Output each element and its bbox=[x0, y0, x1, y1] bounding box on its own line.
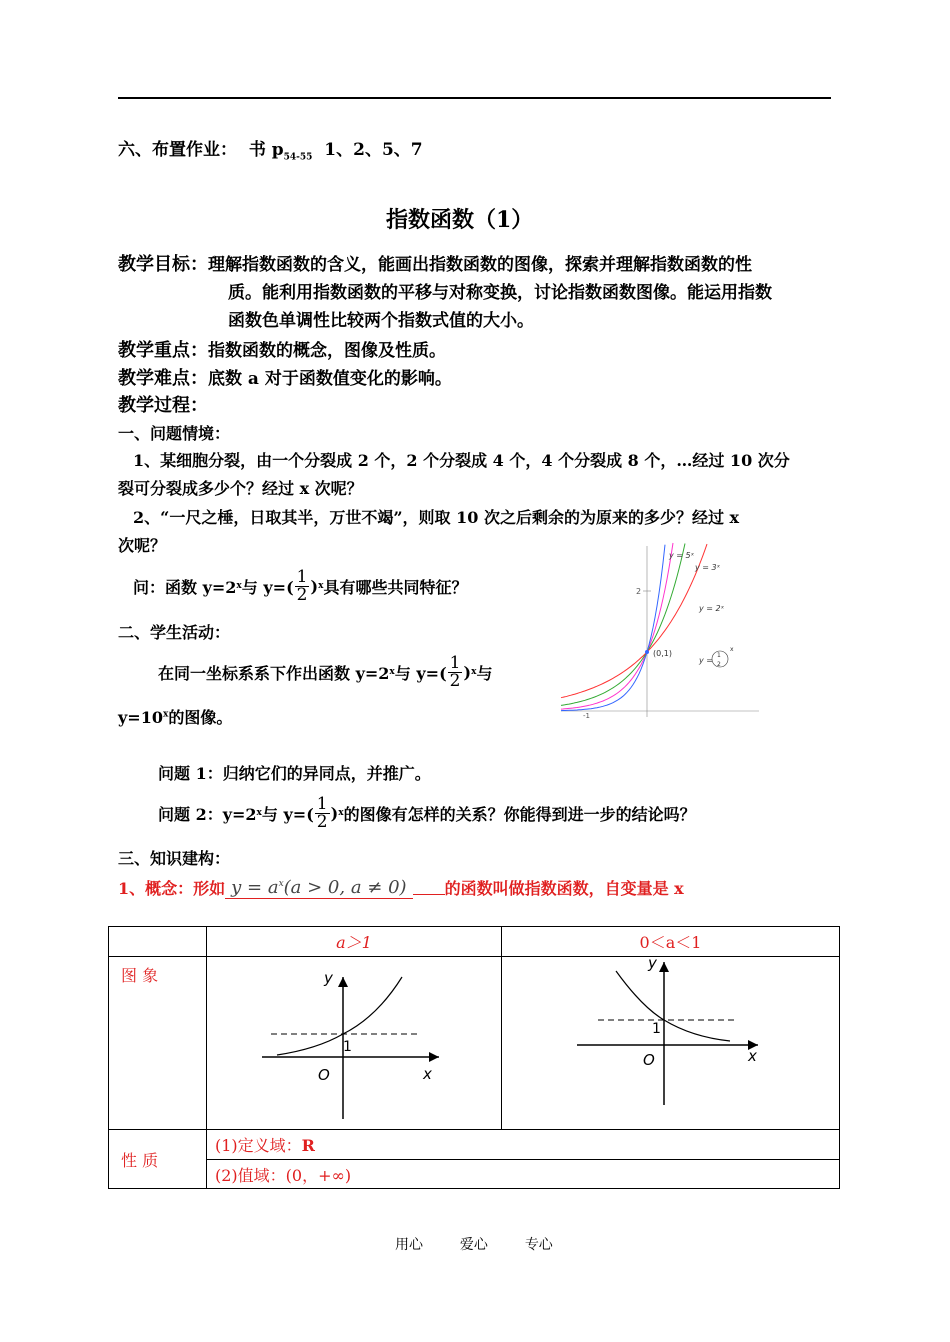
problem2 bbox=[158, 789, 696, 837]
exp-x: x bbox=[389, 667, 395, 677]
objectives-text-1: 理解指数函数的含义，能画出指数函数的图像，探索并理解指数函数的性 bbox=[208, 255, 752, 275]
arrow-y-increasing bbox=[338, 977, 348, 987]
half-fraction bbox=[315, 793, 330, 832]
activity-line2 bbox=[118, 705, 232, 728]
label-5x: y = 5ˣ bbox=[669, 551, 695, 560]
activity2-text-b: 的图像。 bbox=[168, 708, 233, 727]
exp-x: x bbox=[236, 581, 242, 591]
homework-items: 1、2、5、7 bbox=[324, 140, 423, 160]
homework-line bbox=[118, 135, 423, 162]
objectives-line3: 函数色单调性比较两个指数式值的大小。 bbox=[228, 311, 534, 331]
label-x-decreasing: x bbox=[748, 1047, 757, 1065]
graph-decreasing bbox=[502, 957, 838, 1125]
problem1: 问题 1：归纳它们的异同点，并推广。 bbox=[158, 764, 431, 783]
question1-line2: 裂可分裂成多少个？经过 x 次呢？ bbox=[118, 479, 363, 498]
concept-formula bbox=[225, 877, 412, 899]
header-a-lt-1 bbox=[502, 927, 840, 957]
exponential-graph bbox=[559, 541, 763, 719]
question2-line2: 次呢？ bbox=[118, 536, 167, 555]
graph-tick-m1-label: -1 bbox=[583, 712, 590, 719]
ask-text-c: ) bbox=[310, 576, 319, 596]
activity-text-a: 在同一坐标系系下作出函数 y=2 bbox=[158, 663, 390, 683]
label-o-increasing: O bbox=[318, 1066, 330, 1084]
question2-line1: 2、“一尺之棰，日取其半，万世不竭”，则取 10 次之后剩余的为原来的多少？经过 x bbox=[133, 508, 740, 527]
header-rule bbox=[118, 97, 831, 99]
graph-decreasing-cell bbox=[502, 957, 840, 1130]
activity-text-c: ) bbox=[463, 662, 472, 682]
key-points bbox=[118, 336, 446, 362]
curve-decreasing bbox=[616, 971, 730, 1041]
table-corner bbox=[109, 927, 207, 957]
difficulties bbox=[118, 364, 452, 390]
activity2-text-a: y=10 bbox=[118, 708, 163, 727]
properties-table bbox=[108, 926, 840, 1189]
objectives-label: 教学目标： bbox=[118, 254, 208, 275]
ask-text-d: 具有哪些共同特征？ bbox=[323, 577, 468, 597]
exp-x: x bbox=[278, 878, 284, 889]
row-label-props-text: 性 质 bbox=[121, 1150, 159, 1170]
section1-heading: 一、问题情境： bbox=[118, 424, 231, 443]
difficulties-label: 教学难点： bbox=[118, 368, 208, 389]
table-graph-row bbox=[109, 957, 840, 1130]
exp-x: x bbox=[162, 709, 169, 720]
activity-text-b: 与 y=( bbox=[394, 663, 447, 683]
header-a-gt-1-text: a＞1 bbox=[336, 933, 372, 952]
ask-text-a: 问：函数 y=2 bbox=[133, 577, 237, 597]
prop-domain-value: R bbox=[301, 1136, 315, 1155]
fraction-denominator: 2 bbox=[449, 670, 461, 691]
section2-heading: 二、学生活动： bbox=[118, 623, 231, 642]
label-x-increasing: x bbox=[423, 1065, 432, 1083]
homework-label: 六、布置作业： bbox=[118, 140, 237, 160]
exp-x: x bbox=[338, 808, 344, 818]
half-num-small: 1 bbox=[717, 652, 721, 659]
problem2-text-d: 的图像有怎样的关系？你能得到进一步的结论吗？ bbox=[343, 804, 696, 824]
concept-formula-main: y = a bbox=[231, 876, 279, 898]
graph-increasing bbox=[207, 957, 501, 1125]
activity-line bbox=[158, 648, 492, 696]
process-label: 教学过程： bbox=[118, 395, 208, 416]
ask-line bbox=[133, 562, 467, 610]
arrow-y-decreasing bbox=[659, 962, 669, 972]
row-label-graph bbox=[109, 957, 207, 1130]
fraction-numerator: 1 bbox=[449, 652, 461, 673]
fraction-denominator: 2 bbox=[316, 811, 328, 832]
page-title: 指数函数（1） bbox=[386, 207, 534, 233]
question1-line1: 1、某细胞分裂，由一个分裂成 2 个，2 个分裂成 4 个，4 个分裂成 8 个，…经过 10 次分 bbox=[133, 451, 790, 470]
prop-range-text: (2)值域：(0，+∞) bbox=[215, 1165, 352, 1185]
arrow-x-increasing bbox=[429, 1052, 439, 1062]
header-a-gt-1 bbox=[207, 927, 502, 957]
difficulties-text: 底数 a 对于函数值变化的影响。 bbox=[208, 369, 452, 389]
footer-word-2: 爱心 bbox=[459, 1237, 488, 1253]
exp-x: x bbox=[318, 581, 324, 591]
label-3x: y = 3ˣ bbox=[695, 563, 721, 572]
ask-text-b: 与 y=( bbox=[241, 577, 294, 597]
section3-heading: 三、知识建构： bbox=[118, 849, 231, 868]
footer bbox=[395, 1234, 553, 1254]
label-1-increasing: 1 bbox=[343, 1039, 352, 1055]
key-points-text: 指数函数的概念，图像及性质。 bbox=[208, 341, 446, 361]
concept-text-b: 的函数叫做指数函数，自变量是 x bbox=[444, 879, 684, 898]
footer-word-1: 用心 bbox=[395, 1237, 423, 1253]
prop-range bbox=[207, 1160, 840, 1189]
curve-increasing bbox=[277, 977, 402, 1055]
label-y-decreasing: y bbox=[648, 957, 657, 972]
fraction-numerator: 1 bbox=[296, 566, 308, 587]
concept-line bbox=[118, 876, 684, 899]
prop-domain-label: (1)定义域： bbox=[215, 1136, 302, 1155]
label-y-increasing: y bbox=[324, 969, 333, 987]
objectives-line2: 质。能利用指数函数的平移与对称变换，讨论指数函数图像。能运用指数 bbox=[228, 283, 772, 303]
graph-increasing-cell bbox=[207, 957, 502, 1130]
label-2x: y = 2ˣ bbox=[699, 604, 725, 613]
table-prop1-row bbox=[109, 1130, 840, 1160]
row-label-props bbox=[109, 1130, 207, 1189]
half-fraction bbox=[448, 652, 463, 691]
label-half: y = bbox=[699, 656, 713, 665]
half-exp-small: x bbox=[730, 646, 734, 653]
exp-x: x bbox=[256, 808, 262, 818]
objectives-line1 bbox=[118, 250, 752, 276]
concept-text-a: 1、概念：形如 bbox=[118, 879, 226, 898]
graph-tick-2-label: 2 bbox=[636, 587, 642, 596]
label-point-0-1: (0,1) bbox=[653, 649, 672, 658]
label-1-decreasing: 1 bbox=[652, 1021, 661, 1037]
concept-blank bbox=[413, 880, 445, 895]
graph-background bbox=[559, 541, 763, 719]
row-label-graph-text: 图 象 bbox=[121, 966, 159, 985]
homework-pages: 54-55 bbox=[283, 152, 313, 163]
fraction-denominator: 2 bbox=[296, 584, 308, 605]
table-header-row bbox=[109, 927, 840, 957]
half-den-small: 2 bbox=[717, 661, 721, 668]
label-o-decreasing: O bbox=[643, 1051, 655, 1069]
activity-text-d: 与 bbox=[476, 663, 493, 683]
prop-domain bbox=[207, 1130, 840, 1160]
half-fraction bbox=[295, 566, 310, 605]
table-prop2-row bbox=[109, 1160, 840, 1189]
fraction-numerator: 1 bbox=[316, 793, 328, 814]
header-a-lt-1-text: 0＜a＜1 bbox=[639, 933, 702, 952]
concept-formula-cond: (a > 0, a ≠ 0) bbox=[283, 876, 407, 898]
key-points-label: 教学重点： bbox=[118, 340, 208, 361]
homework-book: 书 p bbox=[248, 140, 284, 160]
footer-word-3: 专心 bbox=[524, 1237, 553, 1253]
problem2-text-a: 问题 2：y=2 bbox=[158, 804, 257, 824]
problem2-text-c: ) bbox=[330, 803, 339, 823]
exp-x: x bbox=[471, 667, 477, 677]
point-0-1 bbox=[645, 650, 649, 654]
problem2-text-b: 与 y=( bbox=[261, 804, 314, 824]
